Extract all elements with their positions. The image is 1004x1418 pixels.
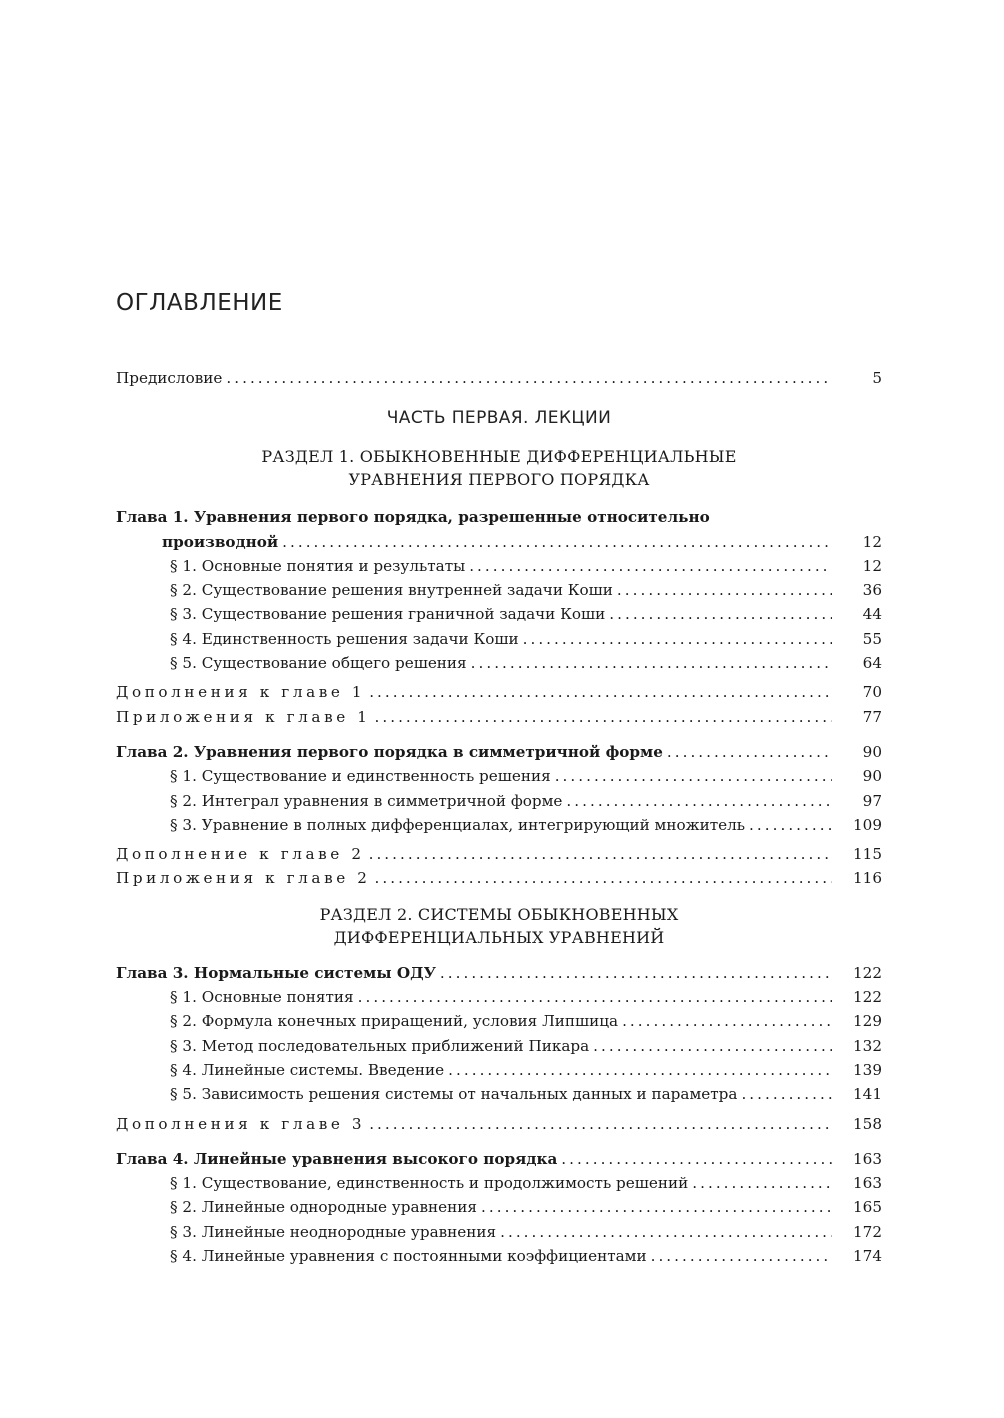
section-title <box>116 445 882 491</box>
entry-label: § 2. Формула конечных приращений, условия Липшица <box>170 1012 619 1031</box>
toc-entry-chapter[interactable] <box>116 530 882 554</box>
dot-leader <box>523 627 832 651</box>
entry-label: § 1. Основные понятия и результаты <box>170 556 466 575</box>
toc-entry-paragraph[interactable] <box>116 578 882 602</box>
entry-label: § 2. Линейные однородные уравнения <box>170 1198 477 1217</box>
toc-entry-appendix[interactable] <box>116 705 882 729</box>
dot-leader <box>369 1112 832 1136</box>
entry-label: § 4. Линейные уравнения с постоянными коэффициентами <box>170 1247 647 1266</box>
toc-entry-paragraph[interactable] <box>116 789 882 813</box>
dot-leader <box>561 1147 832 1171</box>
toc-entry-paragraph[interactable] <box>116 1195 882 1219</box>
toc-entry-paragraph[interactable] <box>116 1082 882 1106</box>
toc-entry-preface[interactable] <box>116 366 882 390</box>
dot-leader <box>369 842 832 866</box>
dot-leader <box>282 530 832 554</box>
entry-page: 70 <box>862 683 882 702</box>
toc-entry-paragraph[interactable] <box>116 1220 882 1244</box>
entry-page: 172 <box>853 1222 882 1241</box>
dot-leader <box>651 1244 832 1268</box>
dot-leader <box>440 961 832 985</box>
entry-label: Приложения к главе 1 <box>116 707 371 726</box>
dot-leader <box>555 764 832 788</box>
entry-label: § 2. Существование решения внутренней задачи Коши <box>170 581 613 600</box>
entry-page: 109 <box>853 815 882 834</box>
entry-label: § 4. Линейные системы. Введение <box>170 1060 445 1079</box>
dot-leader <box>226 366 832 390</box>
toc-entry-supplement[interactable] <box>116 842 882 866</box>
entry-page: 163 <box>853 1174 882 1193</box>
entry-label: § 2. Интеграл уравнения в симметричной форме <box>170 791 563 810</box>
dot-leader <box>358 985 832 1009</box>
entry-label: производной <box>162 532 279 551</box>
entry-page: 174 <box>853 1247 882 1266</box>
toc-list <box>116 366 882 1268</box>
entry-label: Предисловие <box>116 369 223 387</box>
toc-entry-paragraph[interactable] <box>116 602 882 626</box>
dot-leader <box>622 1009 832 1033</box>
section-title-line: ДИФФЕРЕНЦИАЛЬНЫХ УРАВНЕНИЙ <box>333 927 665 947</box>
entry-page: 90 <box>862 767 882 786</box>
toc-entry-chapter[interactable] <box>116 961 882 985</box>
toc-entry-paragraph[interactable] <box>116 764 882 788</box>
section-title-line: РАЗДЕЛ 1. ОБЫКНОВЕННЫЕ ДИФФЕРЕНЦИАЛЬНЫЕ <box>261 447 737 467</box>
entry-page: 36 <box>862 581 882 600</box>
entry-label: Дополнения к главе 3 <box>116 1114 366 1133</box>
dot-leader <box>617 578 832 602</box>
dot-leader <box>667 740 832 764</box>
entry-page: 90 <box>862 742 882 761</box>
toc-entry-paragraph[interactable] <box>116 1244 882 1268</box>
entry-page: 158 <box>853 1114 882 1133</box>
dot-leader <box>593 1034 832 1058</box>
toc-entry-paragraph[interactable] <box>116 651 882 675</box>
toc-title: ОГЛАВЛЕНИЕ <box>116 290 283 316</box>
entry-page: 129 <box>853 1012 882 1031</box>
entry-page: 115 <box>853 845 882 864</box>
entry-page: 122 <box>853 988 882 1007</box>
dot-leader <box>375 866 832 890</box>
dot-leader <box>369 680 832 704</box>
entry-page: 163 <box>853 1149 882 1168</box>
entry-label: Глава 3. Нормальные системы ОДУ <box>116 963 436 982</box>
toc-entry-appendix[interactable] <box>116 866 882 890</box>
entry-label: § 3. Существование решения граничной задачи Коши <box>170 605 606 624</box>
dot-leader <box>481 1195 832 1219</box>
toc-entry-paragraph[interactable] <box>116 1058 882 1082</box>
entry-page: 77 <box>862 707 882 726</box>
entry-page: 12 <box>862 532 882 551</box>
entry-label: Глава 4. Линейные уравнения высокого порядка <box>116 1149 558 1168</box>
entry-label: Глава 2. Уравнения первого порядка в симметричной форме <box>116 742 663 761</box>
chapter-title-line[interactable]: Глава 1. Уравнения первого порядка, разрешенные относительно <box>116 508 710 527</box>
section-title <box>116 903 882 949</box>
dot-leader <box>500 1220 832 1244</box>
entry-page: 139 <box>853 1060 882 1079</box>
dot-leader <box>692 1171 832 1195</box>
entry-page: 5 <box>872 369 882 387</box>
dot-leader <box>469 554 832 578</box>
entry-label: § 5. Существование общего решения <box>170 654 467 673</box>
entry-label: § 5. Зависимость решения системы от начальных данных и параметра <box>170 1085 738 1104</box>
dot-leader <box>375 705 832 729</box>
dot-leader <box>471 651 832 675</box>
entry-label: § 4. Единственность решения задачи Коши <box>170 629 519 648</box>
entry-page: 132 <box>853 1036 882 1055</box>
section-title-line: УРАВНЕНИЯ ПЕРВОГО ПОРЯДКА <box>348 470 650 490</box>
entry-label: § 3. Уравнение в полных дифференциалах, интегрирующий множитель <box>170 815 746 834</box>
entry-label: § 3. Метод последовательных приближений Пикара <box>170 1036 590 1055</box>
entry-page: 12 <box>862 556 882 575</box>
toc-entry-paragraph[interactable] <box>116 1009 882 1033</box>
entry-label: Дополнения к главе 1 <box>116 683 366 702</box>
dot-leader <box>749 813 832 837</box>
entry-label: § 1. Основные понятия <box>170 988 354 1007</box>
dot-leader <box>741 1082 832 1106</box>
entry-page: 165 <box>853 1198 882 1217</box>
toc-entry-chapter[interactable] <box>116 740 882 764</box>
toc-entry-paragraph[interactable] <box>116 627 882 651</box>
toc-entry-chapter[interactable] <box>116 1147 882 1171</box>
entry-page: 44 <box>862 605 882 624</box>
toc-entry-supplement[interactable] <box>116 1112 882 1136</box>
dot-leader <box>448 1058 832 1082</box>
section-title-line: РАЗДЕЛ 2. СИСТЕМЫ ОБЫКНОВЕННЫХ <box>319 904 679 924</box>
entry-page: 97 <box>862 791 882 810</box>
toc-entry-supplement[interactable] <box>116 680 882 704</box>
part-title: ЧАСТЬ ПЕРВАЯ. ЛЕКЦИИ <box>386 408 612 429</box>
entry-page: 64 <box>862 654 882 673</box>
dot-leader <box>566 789 832 813</box>
entry-label: § 3. Линейные неоднородные уравнения <box>170 1222 497 1241</box>
entry-page: 55 <box>862 629 882 648</box>
toc-entry-paragraph[interactable] <box>116 985 882 1009</box>
dot-leader <box>609 602 832 626</box>
toc-entry-paragraph[interactable] <box>116 554 882 578</box>
entry-label: Приложения к главе 2 <box>116 869 371 888</box>
toc-entry-paragraph[interactable] <box>116 1034 882 1058</box>
entry-page: 141 <box>853 1085 882 1104</box>
entry-page: 122 <box>853 963 882 982</box>
toc-entry-paragraph[interactable] <box>116 1171 882 1195</box>
toc-entry-paragraph[interactable] <box>116 813 882 837</box>
entry-page: 116 <box>853 869 882 888</box>
entry-label: § 1. Существование и единственность решения <box>170 767 551 786</box>
entry-label: § 1. Существование, единственность и продолжимость решений <box>170 1174 689 1193</box>
entry-label: Дополнение к главе 2 <box>116 845 365 864</box>
